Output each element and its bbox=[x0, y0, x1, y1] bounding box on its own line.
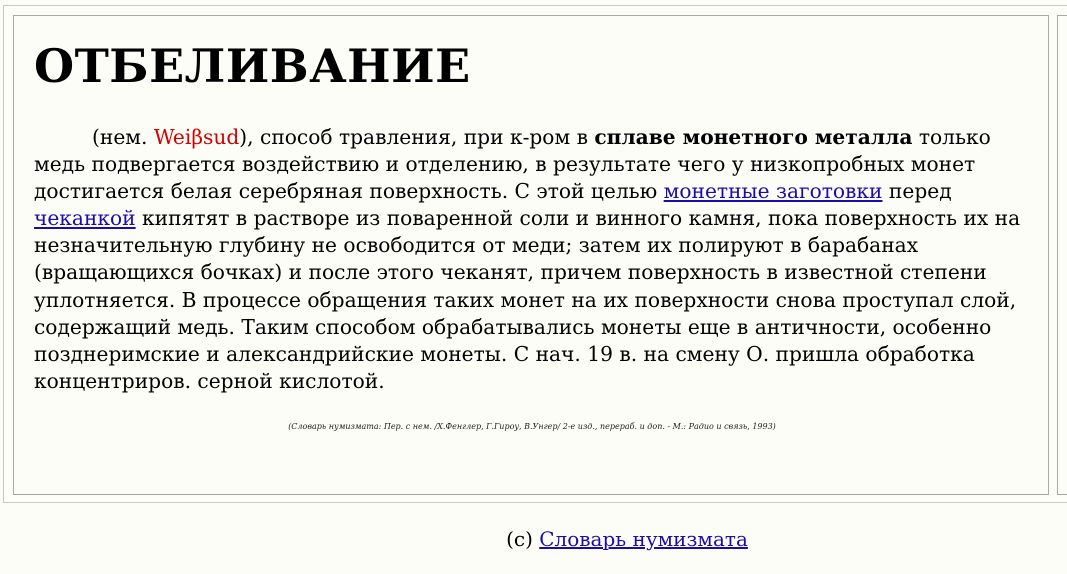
footer-copyright: (c) bbox=[506, 527, 540, 551]
link-minting[interactable]: чеканкой bbox=[34, 206, 136, 231]
adjacent-panel-edge bbox=[1057, 15, 1067, 495]
article-title: ОТБЕЛИВАНИЕ bbox=[34, 39, 471, 93]
bold-term: сплаве монетного металла bbox=[594, 125, 913, 149]
intro-open: (нем. bbox=[92, 125, 154, 149]
source-citation: (Словарь нумизмата: Пер. с нем. /Х.Фенглер, Г.Гироу, В.Унгер/ 2-е изд., перераб. и доп. - М.: Радио и связь, 1993) bbox=[288, 422, 776, 431]
footer bbox=[0, 527, 1067, 551]
body-text-2: перед bbox=[882, 179, 952, 204]
article-body bbox=[34, 124, 1034, 395]
article-box bbox=[13, 15, 1049, 495]
body-text-3: кипятят в растворе из поваренной соли и винного камня, пока поверхность их на незначительную глубину не освободится от меди; затем их полируют в барабанах (вращающихся бочках) и после этого чеканят, причем поверхность в известной степени уплотняется. В процессе обращения таких монет на их поверхности снова проступал слой, содержащий медь. Таким способом обрабатывались монеты еще в античности, особенно позднеримские и александрийские монеты. С нач. 19 в. на смену О. пришла обработка концентриров. серной кислотой. bbox=[34, 206, 1021, 393]
link-coin-blanks[interactable]: монетные заготовки bbox=[663, 179, 883, 204]
intro-after-foreign: ), способ травления, при к-ром в bbox=[239, 125, 595, 149]
footer-dictionary-link[interactable]: Словарь нумизмата bbox=[539, 527, 748, 551]
foreign-term: Weiβsud bbox=[153, 125, 240, 149]
body-text-1: только медь подвергается воздействию и отделению, в результате чего у низкопробных монет достигается белая серебряная поверхность. С этой целью bbox=[34, 125, 991, 204]
